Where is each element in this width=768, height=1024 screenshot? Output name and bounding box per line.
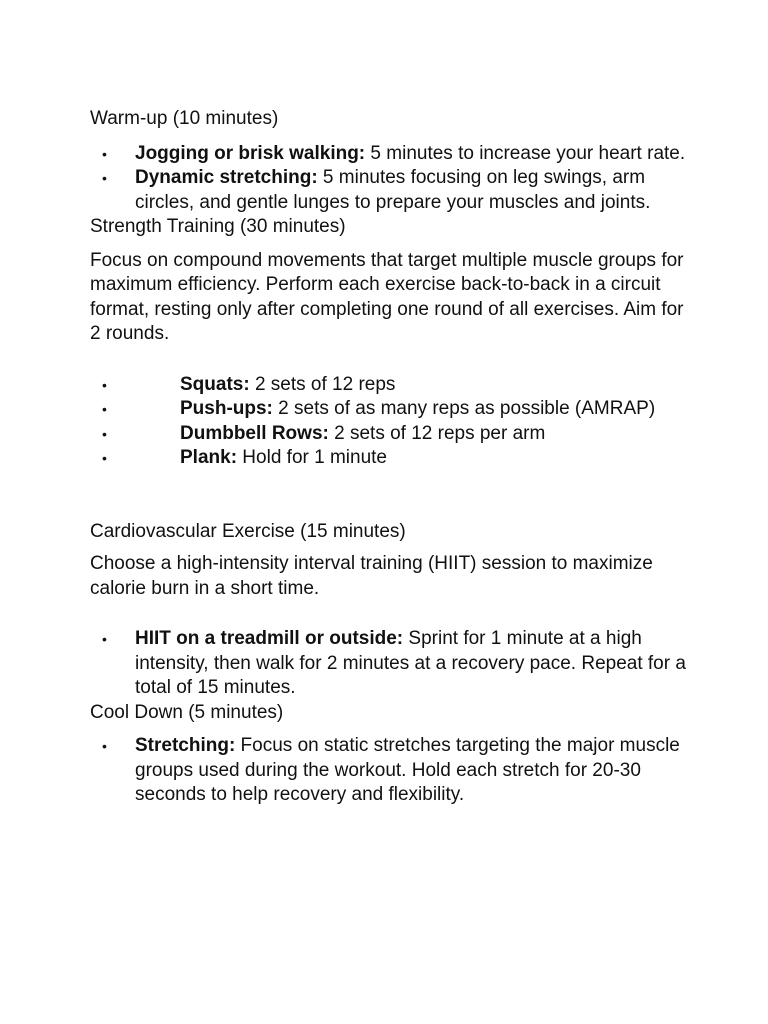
item-label: Jogging or brisk walking: [135, 142, 366, 164]
strength-list [90, 373, 690, 471]
bullet-icon: • [102, 450, 107, 466]
bullet-icon: • [102, 376, 107, 393]
section-heading-warmup: Warm-up (10 minutes) [90, 108, 279, 129]
section-intro-strength: Focus on compound movements that target multiple muscle groups for maximum efficiency. Perform each exercise back-to-back in a circuit format, resting only after completing one round of all exercises. Aim for 2 rounds. [90, 249, 684, 344]
item-label: Stretching: [135, 735, 236, 756]
list-item [90, 166, 690, 215]
item-label: Dumbbell Rows: [180, 422, 329, 444]
item-label: Squats: [180, 373, 250, 395]
bullet-icon: • [102, 738, 107, 754]
bullet-icon: • [102, 631, 107, 647]
item-text: Sprint for 1 minute at a high intensity, then walk for 2 minutes at a recovery pace. Repeat for a total of 15 minutes. [135, 628, 686, 698]
section-heading-cooldown: Cool Down (5 minutes) [90, 701, 284, 723]
list-item [90, 397, 690, 422]
warmup-list [90, 142, 690, 216]
item-label: Push-ups: [180, 398, 273, 419]
item-label: Dynamic stretching: [135, 167, 318, 188]
bullet-icon: • [102, 425, 107, 442]
item-text: 2 sets of 12 reps [249, 373, 396, 395]
section-heading-strength: Strength Training (30 minutes) [90, 216, 346, 237]
list-item [90, 422, 690, 447]
bullet-icon: • [102, 170, 107, 186]
cooldown-list [90, 734, 690, 808]
list-item [90, 734, 690, 808]
item-label: Plank: [180, 447, 238, 468]
item-text: Focus on static stretches targeting the major muscle groups used during the workout. Hold each stretch for 20-30 seconds to help recovery and flexibility. [135, 735, 680, 805]
bullet-icon: • [102, 401, 107, 417]
item-label: HIIT on a treadmill or outside: [135, 628, 404, 649]
list-item [90, 142, 690, 167]
item-text: 2 sets of 12 reps per arm [328, 422, 546, 444]
cardio-list [90, 627, 690, 701]
bullet-icon: • [102, 145, 107, 162]
list-item [90, 373, 690, 398]
list-item [90, 627, 690, 701]
item-text: 2 sets of as many reps as possible (AMRAP) [272, 398, 656, 419]
item-text: 5 minutes to increase your heart rate. [365, 142, 686, 164]
document-page [90, 107, 690, 808]
list-item [90, 446, 690, 471]
section-heading-cardio: Cardiovascular Exercise (15 minutes) [90, 520, 406, 542]
item-text: 5 minutes focusing on leg swings, arm circles, and gentle lunges to prepare your muscles and joints. [135, 167, 651, 213]
item-text: Hold for 1 minute [237, 447, 387, 468]
section-intro-cardio: Choose a high-intensity interval training (HIIT) session to maximize calorie burn in a short time. [90, 553, 653, 599]
